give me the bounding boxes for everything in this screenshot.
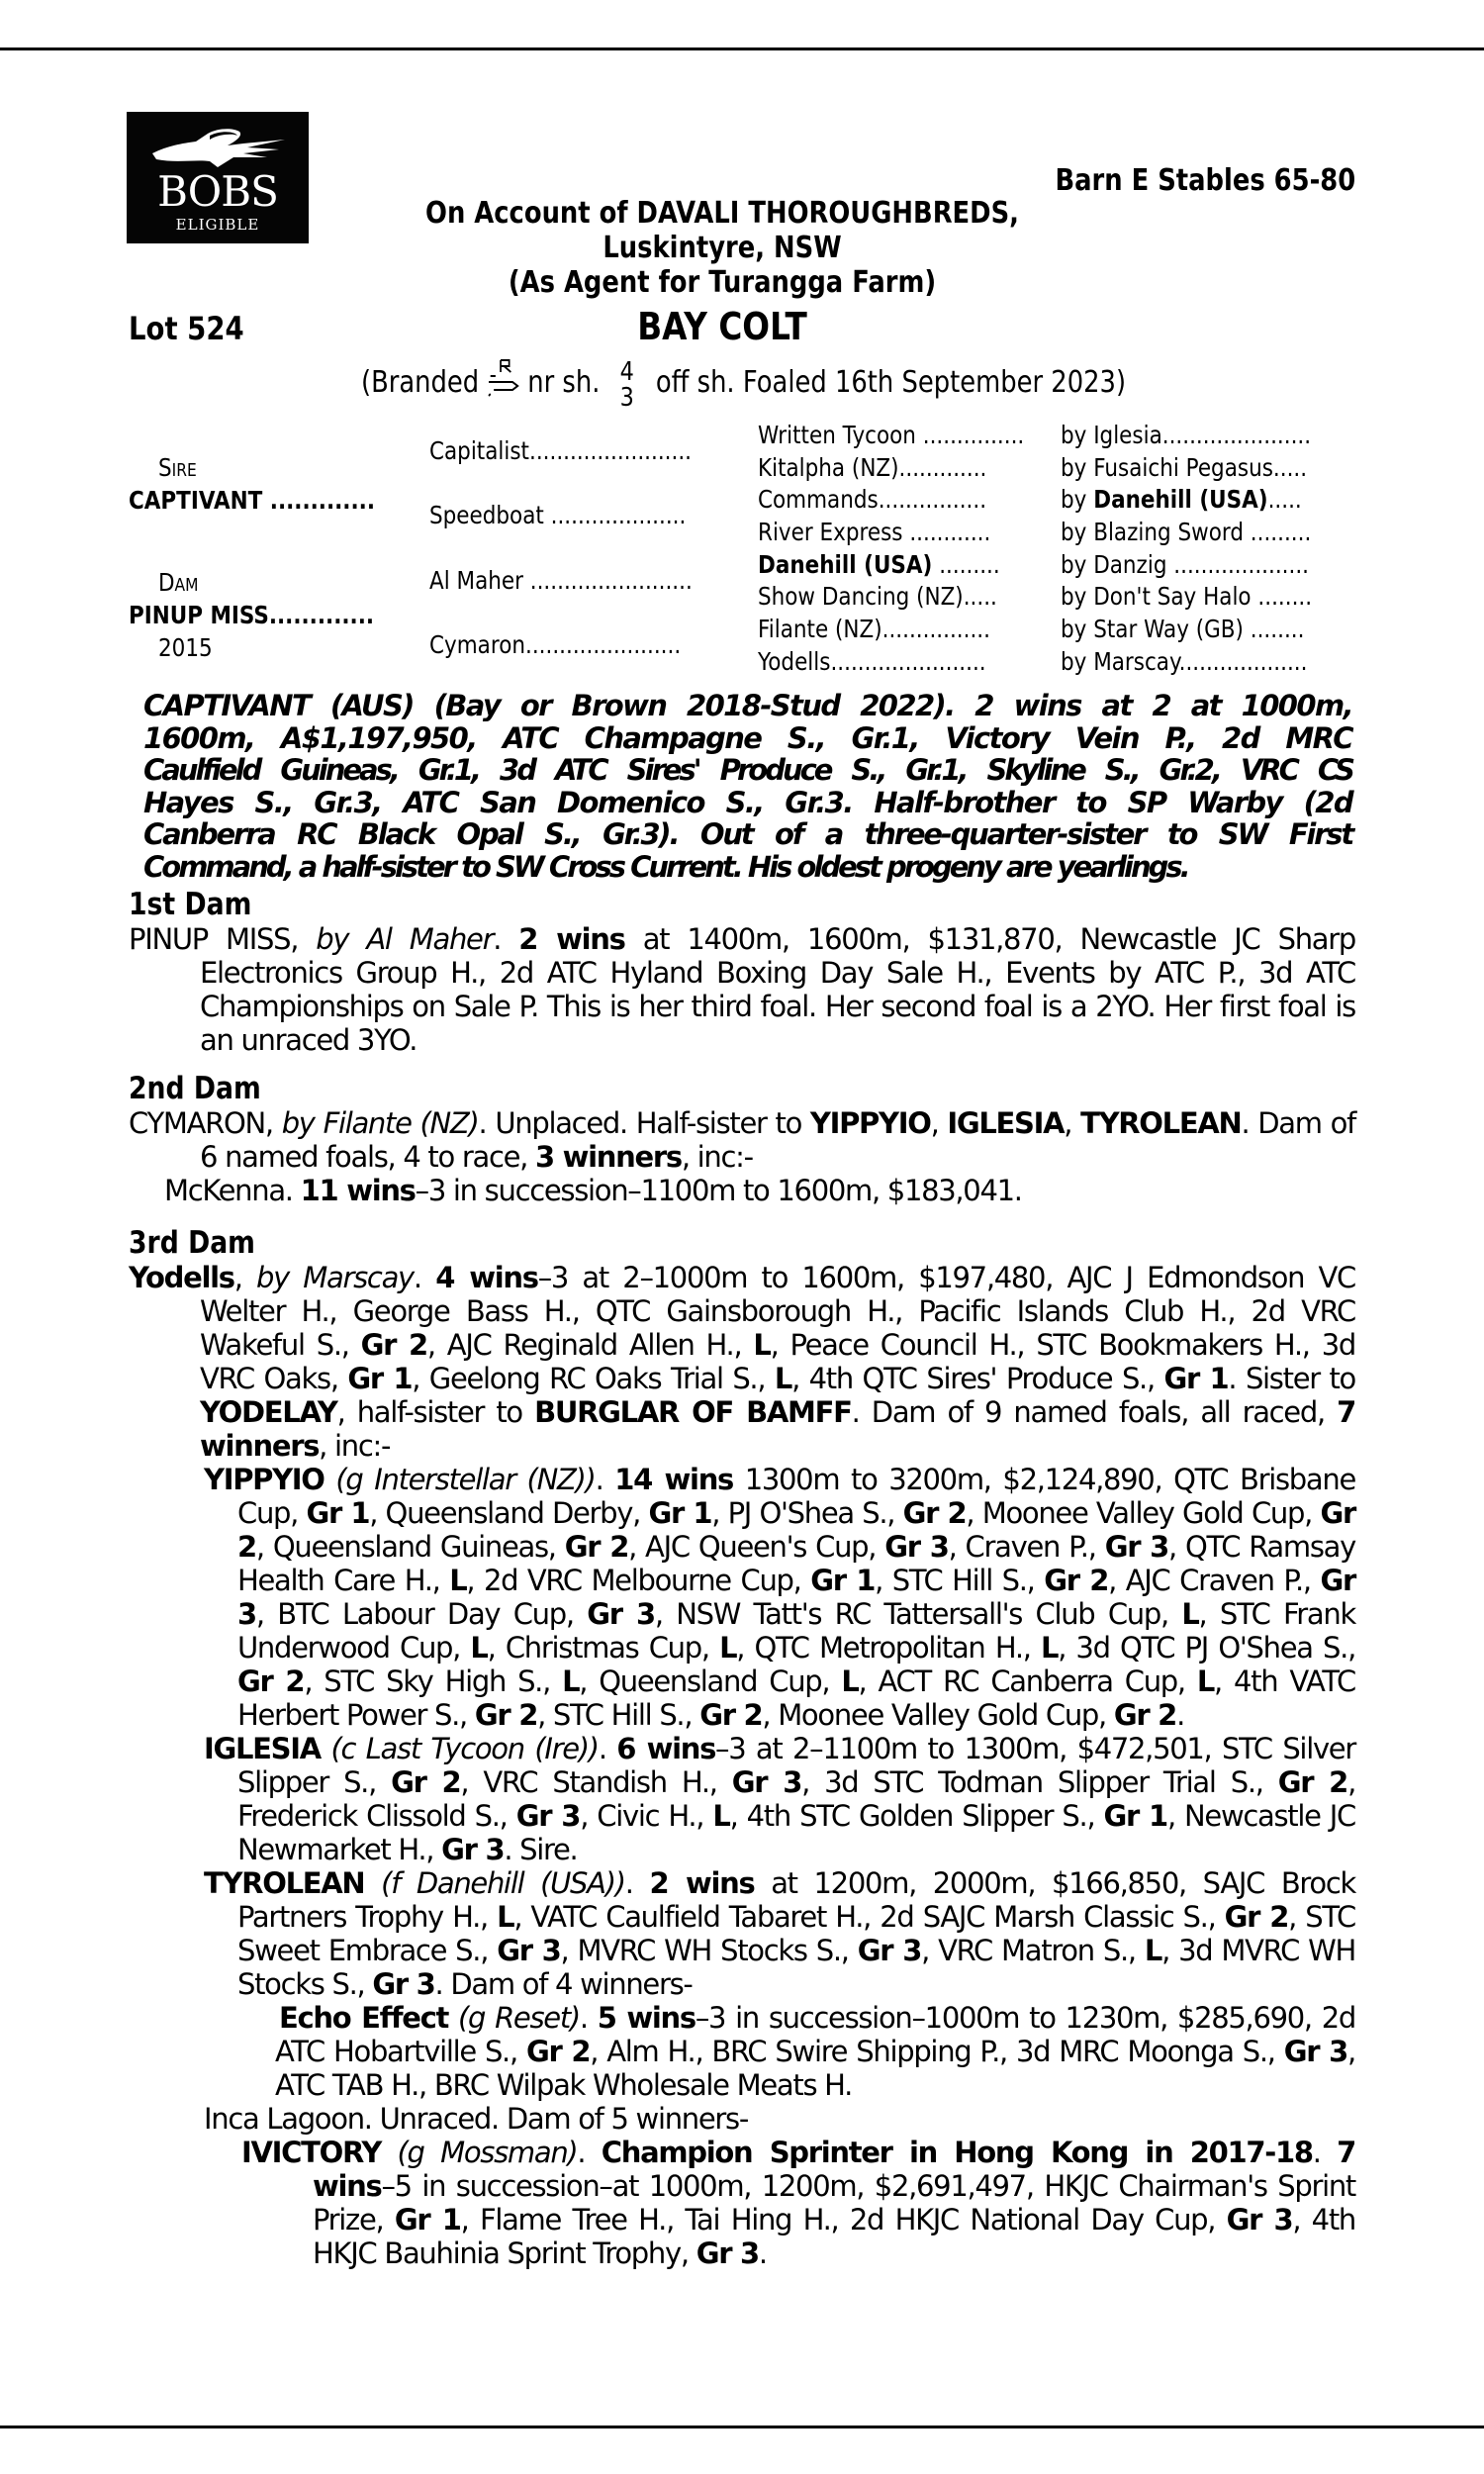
top-rule xyxy=(0,48,1484,50)
gen3-sire: by Marscay................... xyxy=(1061,647,1308,676)
dam-name: Yodells xyxy=(129,1261,234,1294)
dam-sire: by Filante (NZ) xyxy=(281,1106,479,1140)
record-text: , Queensland Guineas, xyxy=(255,1530,565,1564)
progeny-item: YIPPYIO (g Interstellar (NZ)). 14 wins 1300m to 3200m, $2,124,890, QTC Brisbane Cup, Gr 1, Queensland Derby, Gr 1, PJ O'Shea S., Gr 2, Moonee Valley Gold Cup, Gr 2, Queensland Guineas, Gr 2, AJC Queen's Cup, Gr 3, Craven P., Gr 3, QTC Ramsay Health Care H., L, 2d VRC Melbourne Cup, Gr 1, STC Hill S., Gr 2, AJC Craven P., Gr 3, BTC Labour Day Cup, Gr 3, NSW Tatt's RC Tattersall's Club Cup, L, STC Frank Underwood Cup, L, Christmas Cup, L, QTC Metropolitan H., L, 3d QTC PJ O'Shea S., Gr 2, STC Sky High S., L, Queensland Cup, L, ACT RC Canberra Cup, L, 4th VATC Herbert Power S., Gr 2, STC Hill S., Gr 2, Moonee Valley Gold Cup, Gr 2. xyxy=(204,1463,1356,1732)
gen3-name: River Express ............ xyxy=(758,518,991,546)
record-text: , Alm H., BRC Swire Shipping P., 3d MRC Moonga S., xyxy=(590,2035,1284,2068)
record-text: , AJC Craven P., xyxy=(1108,1564,1321,1597)
grade-badge: Gr 3 xyxy=(1283,2035,1348,2068)
record-text: , Newcastle JC Newmarket H., xyxy=(237,1799,1356,1866)
champion-title: Champion Sprinter in Hong Kong in 2017-18 xyxy=(601,2136,1313,2169)
grade-badge: Gr 2 xyxy=(1224,1900,1289,1934)
grade-badge: L xyxy=(1181,1597,1199,1631)
record-text: . Sire. xyxy=(504,1833,578,1866)
barn-location: Barn E Stables 65-80 xyxy=(1055,163,1355,198)
grade-badge: Gr 3 xyxy=(1226,2203,1293,2236)
text: , inc:- xyxy=(681,1140,753,1174)
progeny-name: IGLESIA xyxy=(204,1732,321,1765)
grade-badge: YODELAY xyxy=(200,1395,337,1429)
record-text: 1300m to 3200m, $2,124,890, QTC Brisbane Cup, xyxy=(237,1463,1355,1530)
record: at 1400m, 1600m, $131,870, Newcastle JC Sharp Electronics Group H., 2d ATC Hyland Boxing Day Sale H., Events by ATC P., 3d ATC Championships on Sale P. This is her third foal. Her second foal is a 2YO. Her first foal is an unraced 3YO. xyxy=(200,922,1355,1057)
record-text: , STC Sky High S., xyxy=(304,1665,563,1698)
grade-badge: L xyxy=(841,1665,859,1698)
blurb-line: Caulfield Guineas, Gr.1, 3d ATC Sires' Produce S., Gr.1, Skyline S., Gr.2, VRC CS xyxy=(143,753,1352,787)
brand-fraction xyxy=(620,359,634,411)
bobs-eligible-logo xyxy=(127,112,309,243)
sire-sire: Capitalist........................ xyxy=(429,436,693,465)
record-text: . Sister to xyxy=(1228,1362,1355,1395)
grade-badge: Gr 3 xyxy=(372,1967,435,2001)
great-grand-progeny-item: IVICTORY (g Mossman). Champion Sprinter in Hong Kong in 2017-18. 7 wins–5 in succession–at 1000m, 1200m, $2,691,497, HKJC Chairman's Sprint Prize, Gr 1, Flame Tree H., Tai Hing H., 2d HKJC National Day Cup, Gr 3, 4th HKJC Bauhinia Sprint Trophy, Gr 3. xyxy=(241,2136,1356,2270)
record-text: , inc:- xyxy=(319,1429,391,1463)
gen3-sire: by Star Way (GB) ........ xyxy=(1061,615,1305,643)
section-heading: 2nd Dam xyxy=(129,1071,261,1106)
progeny-name: IVICTORY xyxy=(241,2136,382,2169)
record-text: , half-sister to xyxy=(336,1395,535,1429)
grade-badge: L xyxy=(497,1900,514,1934)
brand-suffix: off sh. Foaled 16th September 2023) xyxy=(655,365,1127,400)
progeny-sire: (g Interstellar (NZ)) xyxy=(335,1463,596,1496)
record-text: , Frederick Clissold S., xyxy=(237,1765,1355,1833)
vendor-block xyxy=(382,196,1063,300)
dam-sire: by Marscay xyxy=(256,1261,414,1294)
grade-badge: Gr 1 xyxy=(1163,1362,1229,1395)
record-text: , STC Frank Underwood Cup, xyxy=(237,1597,1355,1665)
grade-badge: Gr 2 xyxy=(1113,1698,1177,1732)
progeny-sire: (c Last Tycoon (Ire)) xyxy=(330,1732,599,1765)
text: . Unplaced. Half-sister to xyxy=(478,1106,810,1140)
record-text: , QTC Ramsay Health Care H., xyxy=(237,1530,1355,1597)
brand-mid: nr sh. xyxy=(527,365,601,400)
blurb-line: Canberra RC Black Opal S., Gr.3). Out of a three-quarter-sister to SW First xyxy=(143,817,1352,851)
lot-number: Lot 524 xyxy=(129,310,244,347)
relative: YIPPYIO xyxy=(809,1106,931,1140)
progeny-sire: (g Reset) xyxy=(458,2001,580,2035)
gen3-sire: by Danzig .................... xyxy=(1061,550,1309,579)
record-text: , 4th VATC Herbert Power S., xyxy=(237,1665,1355,1732)
record-text: , VRC Standish H., xyxy=(460,1765,732,1799)
dam-dam: Cymaron....................... xyxy=(429,630,682,659)
grade-badge: Gr 2 xyxy=(391,1765,461,1799)
grade-badge: L xyxy=(753,1328,771,1362)
wins: 14 wins xyxy=(614,1463,733,1496)
wins: 5 wins xyxy=(597,2001,696,2035)
grade-badge: Gr 2 xyxy=(1044,1564,1109,1597)
grade-badge: Gr 1 xyxy=(347,1362,413,1395)
gen3-name: Filante (NZ)................ xyxy=(758,615,990,643)
brand-prefix: (Branded xyxy=(361,365,480,400)
record-text: , BTC Labour Day Cup, xyxy=(255,1597,588,1631)
gen3-name: Written Tycoon ............... xyxy=(758,421,1025,449)
grade-badge: Gr 2 xyxy=(564,1530,629,1564)
relative: IGLESIA xyxy=(947,1106,1065,1140)
by-prefix: by xyxy=(1061,485,1094,514)
grade-badge: Gr 2 xyxy=(902,1496,967,1530)
sire-name: CAPTIVANT ............. xyxy=(129,486,375,515)
record-text: , 3d QTC PJ O'Shea S., xyxy=(1058,1631,1355,1665)
first-dam-section xyxy=(129,887,1355,1057)
record-text: , ACT RC Canberra Cup, xyxy=(858,1665,1197,1698)
progeny-name: TYROLEAN xyxy=(204,1866,365,1900)
third-dam-text: Yodells, by Marscay. 4 wins–3 at 2–1000m to 1600m, $197,480, AJC J Edmondson VC Welter H., George Bass H., QTC Gainsborough H., Pacific Islands Club H., 2d VRC Wakeful S., Gr 2, AJC Reginald Allen H., L, Peace Council H., STC Bookmakers H., 3d VRC Oaks, Gr 1, Geelong RC Oaks Trial S., L, 4th QTC Sires' Produce S., Gr 1. Sister to YODELAY, half-sister to BURGLAR OF BAMFF. Dam of 9 named foals, all raced, 7 winners, inc:- xyxy=(129,1261,1355,1463)
record-text: , 4th QTC Sires' Produce S., xyxy=(791,1362,1164,1395)
record-text: , 3d MVRC WH Stocks S., xyxy=(237,1934,1355,2001)
gen3-sire: by Fusaichi Pegasus..... xyxy=(1061,453,1308,482)
gen3-name: Yodells....................... xyxy=(758,647,986,676)
grade-badge: Gr 3 xyxy=(857,1934,922,1967)
record-text: , AJC Queen's Cup, xyxy=(628,1530,885,1564)
dots: ......... xyxy=(932,550,1000,579)
record-text: , MVRC WH Stocks S., xyxy=(560,1934,858,1967)
record-text: –3 in succession–1000m to 1230m, $285,690, 2d ATC Hobartville S., xyxy=(275,2001,1355,2068)
horse-description: BAY COLT xyxy=(637,305,807,348)
brand-mark-icon xyxy=(487,358,519,394)
second-dam-text: CYMARON, by Filante (NZ). Unplaced. Half-sister to YIPPYIO, IGLESIA, TYROLEAN. Dam of 6 named foals, 4 to race, 3 winners, inc:- xyxy=(129,1106,1355,1174)
dam-name: PINUP MISS............. xyxy=(129,601,375,629)
record-text: , Peace Council H., STC Bookmakers H., 3d VRC Oaks, xyxy=(200,1328,1355,1395)
record-text: , QTC Metropolitan H., xyxy=(736,1631,1041,1665)
progeny-item xyxy=(129,1174,1355,1207)
gen3-name xyxy=(758,550,1000,579)
record-text: . xyxy=(1176,1698,1184,1732)
grade-badge: Gr 3 xyxy=(497,1934,561,1967)
first-dam-text: PINUP MISS, by Al Maher. 2 wins at 1400m, 1600m, $131,870, Newcastle JC Sharp Electronics Group H., 2d ATC Hyland Boxing Day Sale H., Events by ATC P., 3d ATC Championships on Sale P. This is her third foal. Her second foal is a 2YO. Her first foal is an unraced 3YO. xyxy=(129,922,1355,1057)
record-text: . Dam of 9 named foals, all raced, xyxy=(851,1395,1338,1429)
progeny-item: IGLESIA (c Last Tycoon (Ire)). 6 wins–3 at 2–1100m to 1300m, $472,501, STC Silver Slipper S., Gr 2, VRC Standish H., Gr 3, 3d STC Todman Slipper Trial S., Gr 2, Frederick Clissold S., Gr 3, Civic H., L, 4th STC Golden Slipper S., Gr 1, Newcastle JC Newmarket H., Gr 3. Sire. xyxy=(204,1732,1356,1866)
grade-badge: Gr 2 xyxy=(237,1665,305,1698)
grade-badge: Gr 3 xyxy=(1104,1530,1168,1564)
grade-badge: L xyxy=(449,1564,467,1597)
grade-badge: Gr 2 xyxy=(360,1328,427,1362)
record-text: , 3d STC Todman Slipper Trial S., xyxy=(801,1765,1278,1799)
grade-badge: Gr 3 xyxy=(731,1765,802,1799)
gen3-name: Show Dancing (NZ)..... xyxy=(758,582,997,611)
grade-badge: 7 winners xyxy=(200,1395,1355,1463)
dots: ..... xyxy=(1267,485,1302,514)
grade-badge: Gr 2 xyxy=(699,1698,763,1732)
record-text: , Queensland Cup, xyxy=(579,1665,842,1698)
dam-year: 2015 xyxy=(158,633,213,662)
grade-badge: L xyxy=(712,1799,730,1833)
record-text: , ATC TAB H., BRC Wilpak Wholesale Meats H. xyxy=(275,2035,1355,2102)
blurb-line: Command, a half-sister to SW Cross Current. His oldest progeny are yearlings. xyxy=(143,849,1188,884)
record xyxy=(313,2169,1355,2270)
record-text: , Christmas Cup, xyxy=(487,1631,720,1665)
sire-dam: Speedboat .................... xyxy=(429,501,687,529)
gen3-sire: by Iglesia...................... xyxy=(1061,421,1312,449)
blurb-line: 1600m, A$1,197,950, ATC Champagne S., Gr.1, Victory Vein P., 2d MRC xyxy=(143,720,1352,755)
grade-badge: L xyxy=(719,1631,737,1665)
record-text: , Moonee Valley Gold Cup, xyxy=(966,1496,1321,1530)
record-text: , STC Hill S., xyxy=(875,1564,1045,1597)
grade-badge: L xyxy=(774,1362,792,1395)
wins: 6 wins xyxy=(616,1732,716,1765)
logo-subtitle: ELIGIBLE xyxy=(175,216,260,234)
record-text: –3 at 2–1100m to 1300m, $472,501, STC Silver Slipper S., xyxy=(237,1732,1355,1799)
grand-progeny-item: Echo Effect (g Reset). 5 wins–3 in succession–1000m to 1230m, $285,690, 2d ATC Hobartville S., Gr 2, Alm H., BRC Swire Shipping P., 3d MRC Moonga S., Gr 3, ATC TAB H., BRC Wilpak Wholesale Meats H. xyxy=(275,2001,1355,2102)
record-text: . Dam of 4 winners- xyxy=(434,1967,693,2001)
dam-name: PINUP MISS xyxy=(129,922,291,956)
record-text: , 2d VRC Melbourne Cup, xyxy=(466,1564,811,1597)
record-text: , PJ O'Shea S., xyxy=(711,1496,903,1530)
record-text: , STC Sweet Embrace S., xyxy=(237,1900,1356,1967)
wins: 7 wins xyxy=(313,2136,1356,2203)
record-text: –5 in succession–at 1000m, 1200m, $2,691,497, HKJC Chairman's Sprint Prize, xyxy=(313,2169,1355,2236)
grade-badge: L xyxy=(562,1665,580,1698)
record-text: , VRC Matron S., xyxy=(921,1934,1145,1967)
gen3-name: Kitalpha (NZ)............. xyxy=(758,453,987,482)
record-text: , STC Hill S., xyxy=(537,1698,700,1732)
relative: TYROLEAN xyxy=(1080,1106,1242,1140)
record-text: at 1200m, 2000m, $166,850, SAJC Brock Partners Trophy H., xyxy=(237,1866,1356,1934)
wins: 2 wins xyxy=(518,922,625,956)
dam-label: Dam xyxy=(158,568,199,597)
gen3-name: Commands................ xyxy=(758,485,987,514)
blurb-line: CAPTIVANT (AUS) (Bay or Brown 2018-Stud 2022). 2 wins at 2 at 1000m, xyxy=(143,689,1352,722)
record-text: , VATC Caulfield Tabaret H., 2d SAJC Marsh Classic S., xyxy=(513,1900,1225,1934)
grade-badge: L xyxy=(470,1631,488,1665)
record-text: , Flame Tree H., Tai Hing H., 2d HKJC National Day Cup, xyxy=(460,2203,1227,2236)
grade-badge: Gr 2 xyxy=(1277,1765,1348,1799)
grade-badge: Gr 2 xyxy=(525,2035,591,2068)
name-bold: Danehill (USA) xyxy=(758,550,933,579)
grade-badge: Gr 1 xyxy=(394,2203,461,2236)
logo-title: BOBS xyxy=(157,167,278,216)
sire-label: Sire xyxy=(158,453,197,482)
third-dam-section xyxy=(129,1225,1355,2270)
grade-badge: Gr 2 xyxy=(474,1698,538,1732)
vendor-line: On Account of DAVALI THOROUGHBREDS, xyxy=(425,196,1019,231)
record: –3 in succession–1100m to 1600m, $183,041. xyxy=(415,1174,1022,1207)
fraction-top: 4 xyxy=(619,357,634,387)
blurb-line: Hayes S., Gr.3, ATC San Domenico S., Gr.3. Half-brother to SP Warby (2d xyxy=(143,785,1352,819)
record-text: , 4th HKJC Bauhinia Sprint Trophy, xyxy=(313,2203,1355,2270)
wins: 2 wins xyxy=(649,1866,755,1900)
grade-badge: L xyxy=(1144,1934,1162,1967)
record-text: , Craven P., xyxy=(948,1530,1105,1564)
grade-badge: Gr 3 xyxy=(515,1799,581,1833)
gen3-sire xyxy=(1061,485,1302,514)
gen3-sire: by Blazing Sword ......... xyxy=(1061,518,1312,546)
record-text: , AJC Reginald Allen H., xyxy=(426,1328,754,1362)
section-heading: 3rd Dam xyxy=(129,1225,255,1261)
grade-badge: Gr 3 xyxy=(237,1564,1356,1631)
progeny-item: TYROLEAN (f Danehill (USA)). 2 wins at 1200m, 2000m, $166,850, SAJC Brock Partners Trophy H., L, VATC Caulfield Tabaret H., 2d SAJC Marsh Classic S., Gr 2, STC Sweet Embrace S., Gr 3, MVRC WH Stocks S., Gr 3, VRC Matron S., L, 3d MVRC WH Stocks S., Gr 3. Dam of 4 winners- xyxy=(204,1866,1356,2001)
gen3-sire: by Don't Say Halo ........ xyxy=(1061,582,1313,611)
wins: 11 wins xyxy=(300,1174,416,1207)
fraction-bottom: 3 xyxy=(619,383,634,413)
record-text: , Moonee Valley Gold Cup, xyxy=(762,1698,1114,1732)
winners: 3 winners xyxy=(534,1140,682,1174)
vendor-line: Luskintyre, NSW xyxy=(603,231,842,265)
text: . Dam of 6 named foals, 4 to race, xyxy=(200,1106,1355,1174)
inca-lagoon-item: Inca Lagoon. Unraced. Dam of 5 winners- xyxy=(204,2102,749,2136)
second-dam-section xyxy=(129,1071,1355,1207)
sire-blurb xyxy=(143,690,1352,883)
record-text: , Geelong RC Oaks Trial S., xyxy=(412,1362,775,1395)
grade-badge: Gr 1 xyxy=(648,1496,712,1530)
grade-badge: Gr 3 xyxy=(441,1833,505,1866)
grade-badge: Gr 1 xyxy=(810,1564,876,1597)
grade-badge: Gr 3 xyxy=(696,2236,759,2270)
grade-badge: Gr 3 xyxy=(884,1530,949,1564)
grade-badge: BURGLAR OF BAMFF xyxy=(534,1395,852,1429)
record-text: , Civic H., xyxy=(580,1799,713,1833)
record-text: , 4th STC Golden Slipper S., xyxy=(729,1799,1104,1833)
wins: 4 wins xyxy=(435,1261,538,1294)
record-text: , Queensland Derby, xyxy=(369,1496,649,1530)
grade-badge: L xyxy=(1196,1665,1215,1698)
record xyxy=(237,1463,1355,1732)
section-heading: 1st Dam xyxy=(129,887,252,922)
grade-badge: L xyxy=(1041,1631,1059,1665)
progeny-name: Echo Effect xyxy=(279,2001,449,2035)
sire-bold: Danehill (USA) xyxy=(1093,485,1268,514)
grade-badge: Gr 3 xyxy=(587,1597,655,1631)
record-text: . xyxy=(758,2236,767,2270)
progeny-sire: (g Mossman) xyxy=(397,2136,578,2169)
horse-head-icon xyxy=(148,124,287,173)
dam-name: CYMARON xyxy=(129,1106,265,1140)
brand-line xyxy=(361,358,1126,411)
vendor-line: (As Agent for Turangga Farm) xyxy=(508,265,937,300)
record-text: –3 at 2–1000m to 1600m, $197,480, AJC J Edmondson VC Welter H., George Bass H., QTC Gainsborough H., Pacific Islands Club H., 2d VRC Wakeful S., xyxy=(200,1261,1355,1362)
record-text: , NSW Tatt's RC Tattersall's Club Cup, xyxy=(654,1597,1182,1631)
progeny-name: YIPPYIO xyxy=(204,1463,325,1496)
grade-badge: Gr 1 xyxy=(306,1496,370,1530)
dam-sire: by Al Maher xyxy=(316,922,494,956)
progeny-name: McKenna. xyxy=(164,1174,301,1207)
bottom-rule xyxy=(0,2426,1484,2428)
progeny-sire: (f Danehill (USA)) xyxy=(381,1866,625,1900)
grade-badge: Gr 1 xyxy=(1103,1799,1167,1833)
grade-badge: Gr 2 xyxy=(237,1496,1355,1564)
dam-sire: Al Maher ........................ xyxy=(429,566,693,595)
